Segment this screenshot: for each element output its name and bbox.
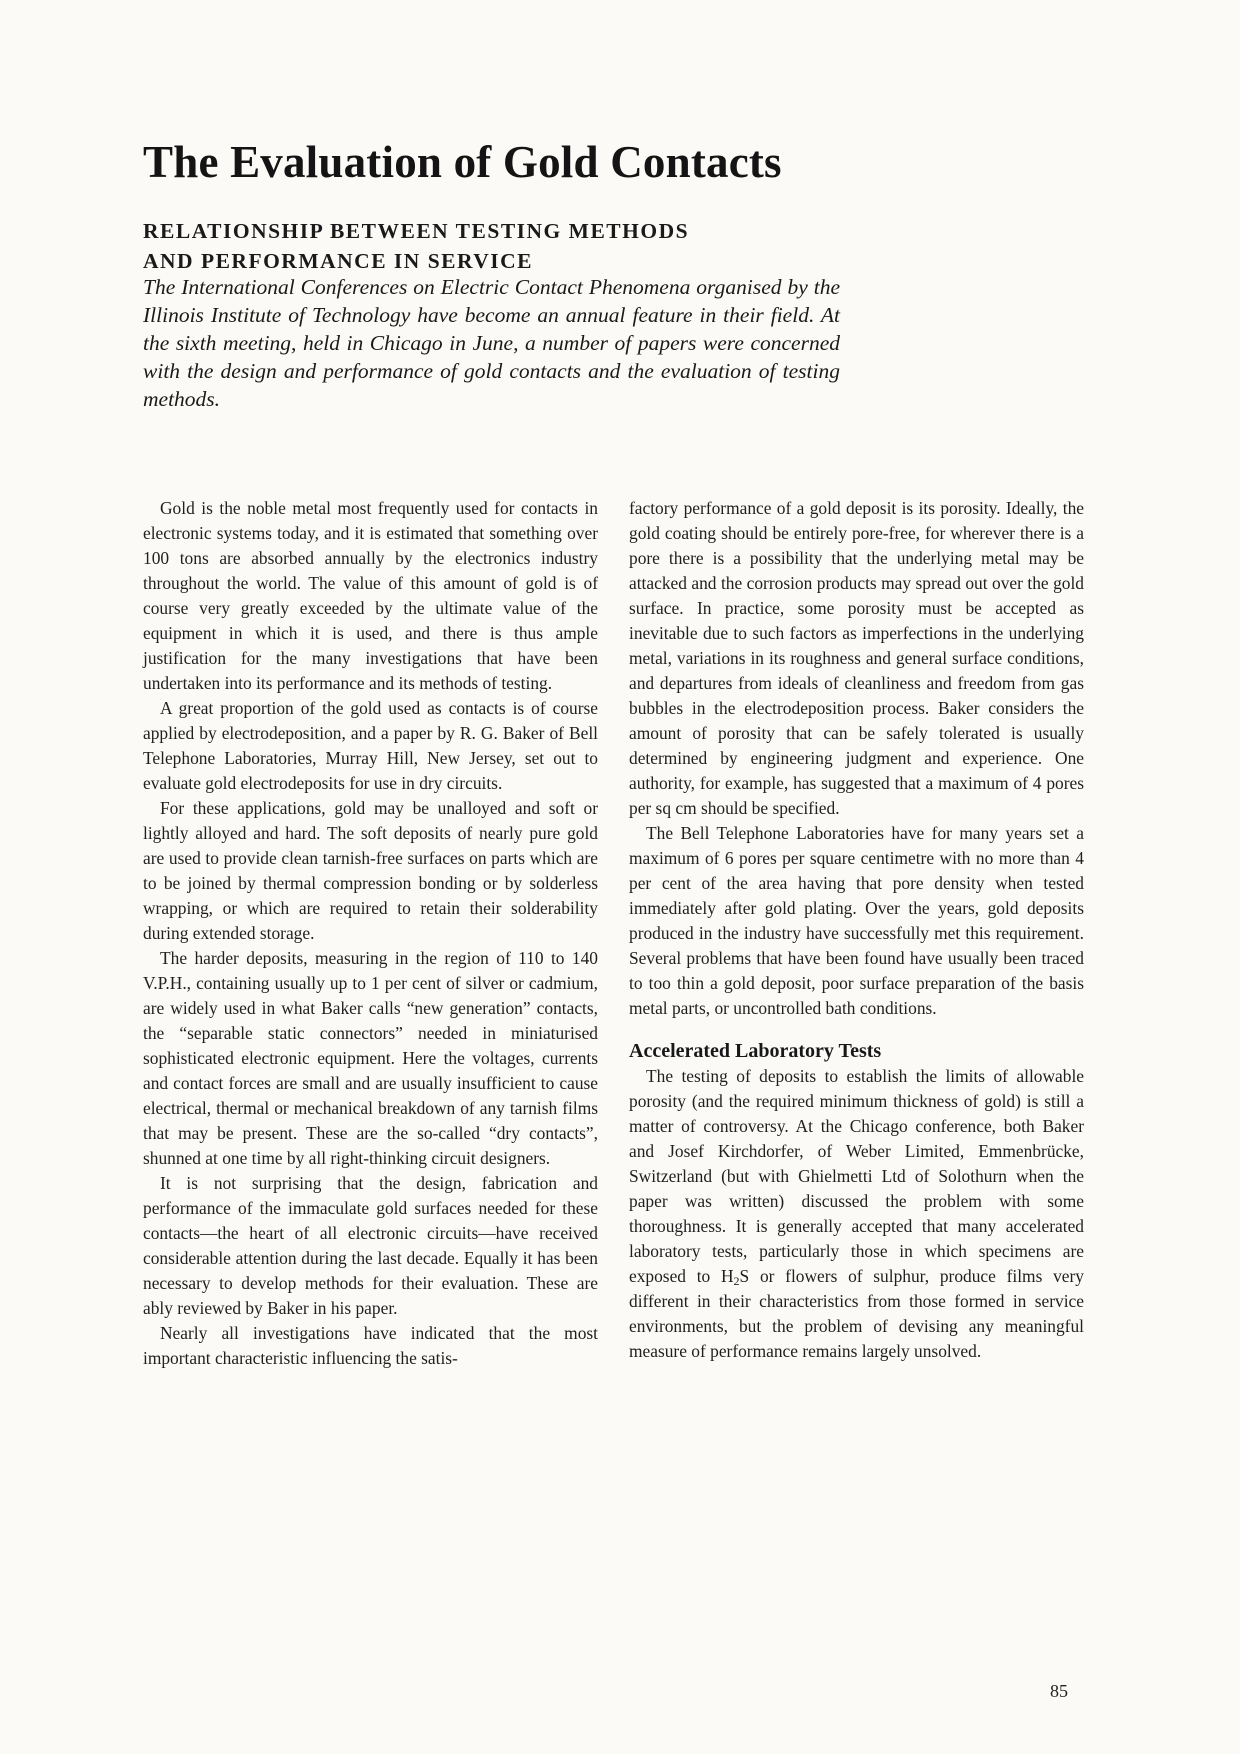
body-paragraph-continued: factory performance of a gold deposit is its porosity. Ideally, the gold coating should be entirely pore-free, for wherever there is a pore there is a possibility that the underlying metal may be attacked and the corrosion products may spread out over the gold surface. In practice, some porosity must be accepted as inevitable due to such factors as imperfections in the underlying metal, variations in its roughness and general surface conditions, and departures from ideals of cleanliness and freedom from gas bubbles in the electrodeposition process. Baker considers the amount of porosity that can be safely tolerated is usually determined by engineering judgment and experience. One authority, for example, has suggested that a maximum of 4 pores per sq cm should be specified. (629, 498, 1084, 818)
body-paragraph: The harder deposits, measuring in the region of 110 to 140 V.P.H., containing usually up to 1 per cent of silver or cadmium, are widely used in what Baker calls “new generation” contacts, the “separable static connectors” needed in miniaturised sophisticated electronic equipment. Here the voltages, currents and contact forces are small and are usually insufficient to cause electrical, thermal or mechanical breakdown of any tarnish films that may be present. These are the so-called “dry contacts”, shunned at one time by all right-thinking circuit designers. (143, 948, 598, 1168)
text-run: The testing of deposits to establish the limits of allowable porosity (and the required minimum thickness of gold) is still a matter of controversy. At the Chicago conference, both Baker and Josef Kirchdorfer, of Weber Limited, Emmenbrücke, Switzerland (but with Ghielmetti Ltd of Solothurn when the paper was written) discussed the problem with some thoroughness. It is generally accepted that many accelerated laboratory tests, particularly those in which specimens are exposed to H (629, 1066, 1084, 1286)
article-title: The Evaluation of Gold Contacts (143, 137, 782, 187)
body-paragraph: Nearly all investigations have indicated that the most important characteristic influencing the satis- (143, 1323, 598, 1368)
standfirst-paragraph: The International Conferences on Electric Contact Phenomena organised by the Illinois Institute of Technology have become an annual feature in their field. At the sixth meeting, held in Chicago in June, a number of papers were concerned with the design and performance of gold contacts and the evaluation of testing methods. (143, 275, 840, 411)
subtitle-line-2: AND PERFORMANCE IN SERVICE (143, 249, 534, 273)
article-subtitle (143, 216, 689, 276)
body-paragraph (629, 1064, 1084, 1364)
subtitle-line-1: RELATIONSHIP BETWEEN TESTING METHODS (143, 219, 690, 243)
body-paragraph: Gold is the noble metal most frequently used for contacts in electronic systems today, and it is estimated that something over 100 tons are absorbed annually by the electronics industry throughout the world. The value of this amount of gold is of course very greatly exceeded by the ultimate value of the equipment in which it is used, and there is thus ample justification for the many investigations that have been undertaken into its performance and its methods of testing. (143, 498, 598, 693)
body-paragraph: For these applications, gold may be unalloyed and soft or lightly alloyed and hard. The soft deposits of nearly pure gold are used to provide clean tarnish-free surfaces on parts which are to be joined by thermal compression bonding or by solderless wrapping, or which are required to retain their solderability during extended storage. (143, 798, 598, 943)
body-paragraph: It is not surprising that the design, fabrication and performance of the immaculate gold surfaces needed for these contacts—the heart of all electronic circuits—have received considerable attention during the last decade. Equally it has been necessary to develop methods for their evaluation. These are ably reviewed by Baker in his paper. (143, 1173, 598, 1318)
page-number: 85 (1050, 1681, 1068, 1701)
right-column (629, 496, 1084, 1364)
section-heading: Accelerated Laboratory Tests (629, 1040, 882, 1062)
body-paragraph: A great proportion of the gold used as contacts is of course applied by electrodeposition, and a paper by R. G. Baker of Bell Telephone Laboratories, Murray Hill, New Jersey, set out to evaluate gold electrodeposits for use in dry circuits. (143, 698, 598, 793)
subscript: 2 (733, 1274, 740, 1288)
text-run: S or flowers of sulphur, produce films very different in their characteristics from those formed in service environments, but the problem of devising any meaningful measure of performance remains largely unsolved. (629, 1266, 1084, 1361)
left-column (143, 496, 598, 1371)
body-paragraph: The Bell Telephone Laboratories have for many years set a maximum of 6 pores per square centimetre with no more than 4 per cent of the area having that pore density when tested immediately after gold plating. Over the years, gold deposits produced in the industry have successfully met this requirement. Several problems that have been found have usually been traced to too thin a gold deposit, poor surface preparation of the basis metal parts, or uncontrolled bath conditions. (629, 823, 1084, 1018)
